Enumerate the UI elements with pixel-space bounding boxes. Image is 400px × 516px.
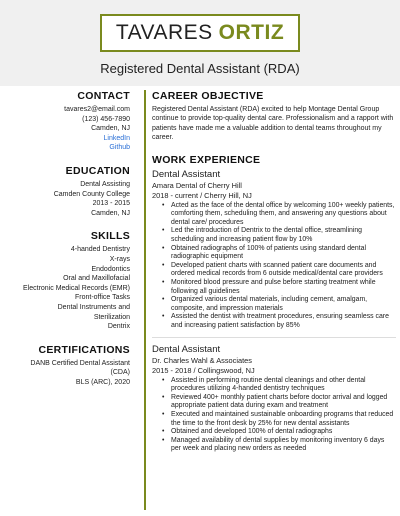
education-school: Camden County College bbox=[53, 190, 130, 198]
experience-heading: WORK EXPERIENCE bbox=[152, 153, 261, 166]
job-bullet: • Monitored blood pressure and pulse before starting treatment while following all guidelines bbox=[152, 279, 396, 296]
contact-heading: CONTACT bbox=[77, 90, 130, 102]
linkedin-link[interactable]: LinkedIn bbox=[103, 134, 130, 142]
education-heading: EDUCATION bbox=[65, 164, 130, 177]
objective-heading: CAREER OBJECTIVE bbox=[152, 90, 264, 102]
job-entry bbox=[152, 344, 396, 454]
job-bullet: • Obtained radiographs of 100% of patients using standard dental radiographic equipment bbox=[152, 245, 396, 262]
skill-item: Sterilization bbox=[93, 313, 130, 321]
column-divider bbox=[144, 90, 146, 510]
education-years: 2013 - 2015 bbox=[92, 200, 130, 208]
skill-item: Oral and Maxillofacial bbox=[63, 275, 130, 283]
certification-item: (CDA) bbox=[110, 369, 130, 377]
skill-item: 4-handed Dentistry bbox=[70, 246, 130, 254]
job-bullet: • Developed patient charts with scanned patient care documents and ordered medical records from 6 outside medical/dental care providers bbox=[152, 262, 396, 279]
job-title: Dental Assistant bbox=[152, 343, 221, 355]
education-degree: Dental Assisting bbox=[80, 180, 130, 188]
job-separator bbox=[152, 337, 396, 338]
objective-text: Registered Dental Assistant (RDA) excited to help Montage Dental Group continue to provide top-quality dental care. Professionalism and a rapport with patients have made me a valuable addition to dental teams throughout my career. bbox=[152, 106, 394, 142]
github-link[interactable]: Github bbox=[109, 144, 130, 152]
certification-item: BLS (ARC), 2020 bbox=[75, 378, 130, 386]
phone: (123) 456-7890 bbox=[82, 115, 130, 123]
job-bullet: • Organized various dental materials, including cement, amalgam, composite, and impression materials bbox=[152, 296, 396, 313]
job-bullet: • Assisted in performing routine dental cleanings and other dental procedures utilizing 4-handed dentistry techniques bbox=[152, 377, 396, 394]
job-bullet: • Managed availability of dental supplies by monitoring inventory 6 days per week and placing new orders as needed bbox=[152, 437, 396, 454]
skill-item: X-rays bbox=[109, 255, 130, 263]
job-bullets bbox=[152, 202, 396, 331]
skills-section bbox=[0, 230, 130, 331]
job-entry bbox=[152, 169, 396, 331]
last-name: ORTIZ bbox=[218, 21, 285, 44]
skills-heading: SKILLS bbox=[90, 230, 130, 243]
job-title: Dental Assistant bbox=[152, 168, 221, 180]
job-bullet: • Obtained and developed 100% of dental radiographs bbox=[152, 428, 396, 437]
skill-item: Front-office Tasks bbox=[75, 294, 130, 302]
job-bullets bbox=[152, 377, 396, 454]
job-meta: 2015 - 2018 / Collingswood, NJ bbox=[152, 365, 255, 375]
job-company: Amara Dental of Cherry Hill bbox=[152, 180, 242, 190]
skill-item: Dentrix bbox=[107, 323, 130, 331]
certifications-section bbox=[0, 344, 130, 388]
job-bullet: • Reviewed 400+ monthly patient charts before doctor arrival and logged appropriate patient data during exam and treatment bbox=[152, 394, 396, 411]
job-bullet: • Assisted the dentist with treatment procedures, ensuring seamless care and increasing patient satisfaction by 85% bbox=[152, 313, 396, 330]
right-column bbox=[152, 90, 396, 454]
role-title: Registered Dental Assistant (RDA) bbox=[100, 61, 300, 76]
certifications-heading: CERTIFICATIONS bbox=[38, 343, 130, 356]
job-bullet: • Acted as the face of the dental office by welcoming 100+ weekly patients, comforting them, scheduling them, and answering any questions about dental care/ procedures bbox=[152, 202, 396, 228]
certification-item: DANB Certified Dental Assistant bbox=[30, 359, 130, 367]
job-bullet: • Executed and maintained sustainable onboarding programs that reduced the time to the front desk by 25% for new dental assistants bbox=[152, 411, 396, 428]
contact-section bbox=[0, 90, 130, 153]
skill-item: Dental Instruments and bbox=[57, 303, 130, 311]
job-company: Dr. Charles Wahl & Associates bbox=[152, 355, 252, 365]
left-column bbox=[0, 90, 138, 399]
job-bullet: • Led the introduction of Dentrix to the dental office, streamlining scheduling and increasing patient flow by 10% bbox=[152, 227, 396, 244]
location: Camden, NJ bbox=[91, 125, 130, 133]
job-meta: 2018 - current / Cherry Hill, NJ bbox=[152, 190, 252, 200]
education-location: Camden, NJ bbox=[91, 209, 130, 217]
email: tavares2@email.com bbox=[64, 106, 130, 113]
skill-item: Endodontics bbox=[91, 265, 130, 273]
first-name: TAVARES bbox=[115, 21, 213, 44]
education-section bbox=[0, 165, 130, 218]
skill-item: Electronic Medical Records (EMR) bbox=[23, 284, 130, 292]
name-box bbox=[100, 14, 300, 52]
